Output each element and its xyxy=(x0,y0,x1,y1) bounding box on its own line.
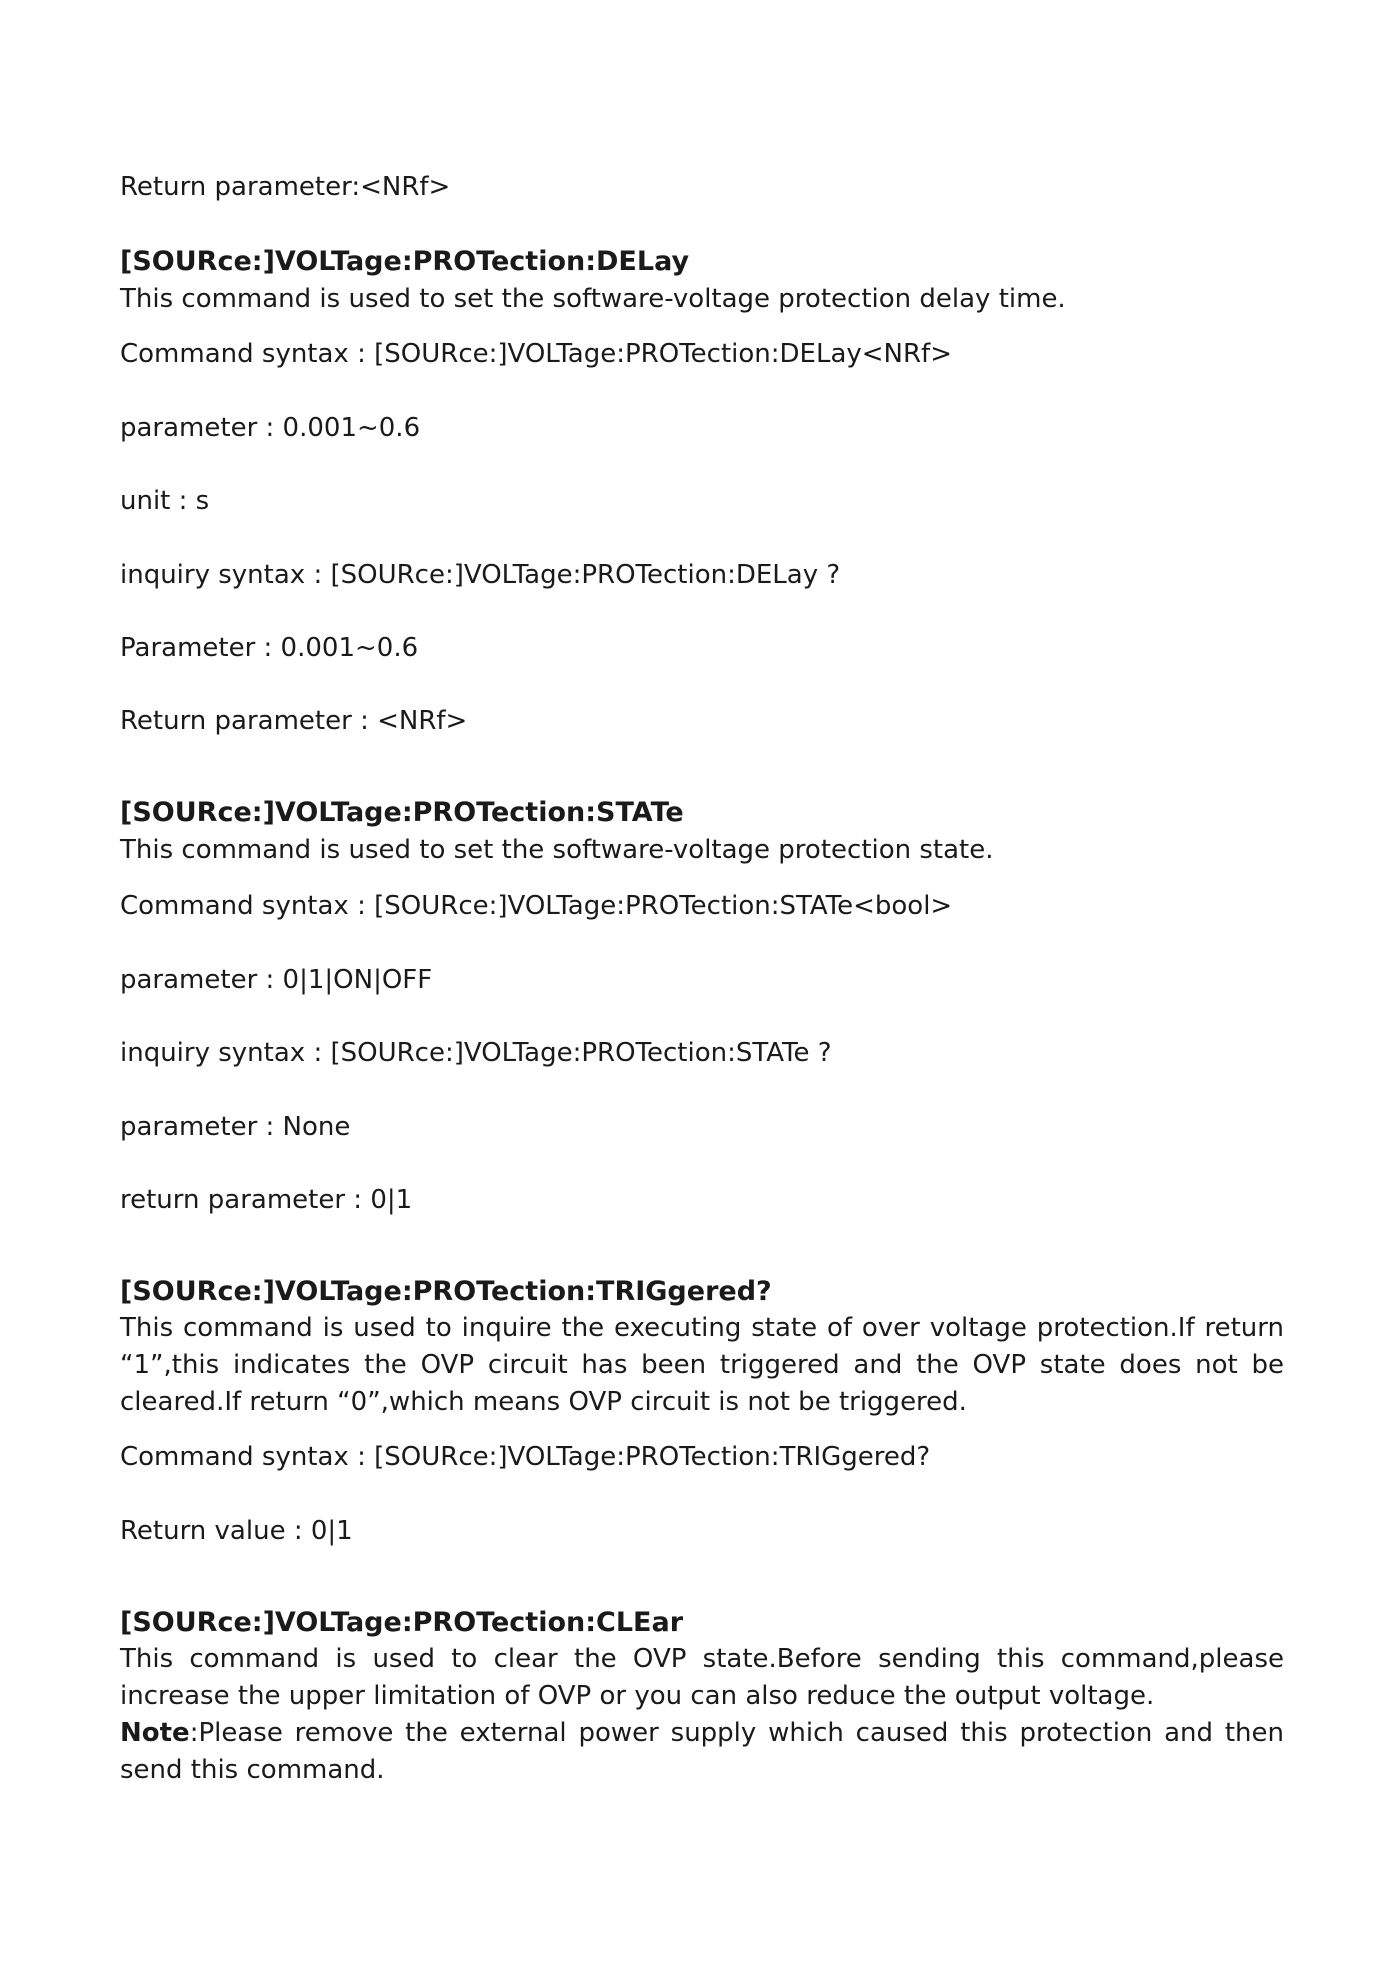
clear-heading: [SOURce:]VOLTage:PROTection:CLEar xyxy=(120,1607,684,1638)
delay-description: This command is used to set the software-voltage protection delay time. xyxy=(120,284,1066,314)
state-inquiry-parameter: parameter : None xyxy=(120,1112,351,1142)
clear-description: This command is used to clear the OVP state.Before sending this command,please increase the upper limitation of OVP or you can also reduce the output voltage. xyxy=(120,1644,1284,1711)
triggered-heading: [SOURce:]VOLTage:PROTection:TRIGgered? xyxy=(120,1276,772,1307)
delay-parameter: parameter : 0.001~0.6 xyxy=(120,413,421,443)
delay-heading: [SOURce:]VOLTage:PROTection:DELay xyxy=(120,246,690,277)
triggered-return-value: Return value : 0|1 xyxy=(120,1516,353,1546)
note-label: Note xyxy=(120,1718,190,1748)
triggered-description: This command is used to inquire the executing state of over voltage protection.If return “1”,this indicates the OVP circuit has been triggered and the OVP state does not be cleared.If return “0”,which means OVP circuit is not be triggered. xyxy=(120,1313,1284,1417)
delay-unit: unit : s xyxy=(120,486,210,516)
intro-return-parameter: Return parameter:<NRf> xyxy=(120,172,451,202)
delay-inquiry-parameter: Parameter : 0.001~0.6 xyxy=(120,633,419,663)
triggered-command-syntax: Command syntax : [SOURce:]VOLTage:PROTection:TRIGgered? xyxy=(120,1442,931,1472)
state-parameter: parameter : 0|1|ON|OFF xyxy=(120,965,433,995)
clear-note xyxy=(120,1715,1284,1789)
delay-return-parameter: Return parameter : <NRf> xyxy=(120,706,468,736)
state-return-parameter: return parameter : 0|1 xyxy=(120,1185,413,1215)
delay-command-syntax: Command syntax : [SOURce:]VOLTage:PROTection:DELay<NRf> xyxy=(120,339,952,369)
state-heading: [SOURce:]VOLTage:PROTection:STATe xyxy=(120,797,684,828)
state-inquiry-syntax: inquiry syntax : [SOURce:]VOLTage:PROTection:STATe ? xyxy=(120,1038,832,1068)
document-page xyxy=(120,0,1284,1980)
note-text: :Please remove the external power supply which caused this protection and then send this command. xyxy=(120,1718,1284,1785)
state-description: This command is used to set the software-voltage protection state. xyxy=(120,835,994,865)
delay-inquiry-syntax: inquiry syntax : [SOURce:]VOLTage:PROTection:DELay ? xyxy=(120,560,841,590)
state-command-syntax: Command syntax : [SOURce:]VOLTage:PROTection:STATe<bool> xyxy=(120,891,953,921)
